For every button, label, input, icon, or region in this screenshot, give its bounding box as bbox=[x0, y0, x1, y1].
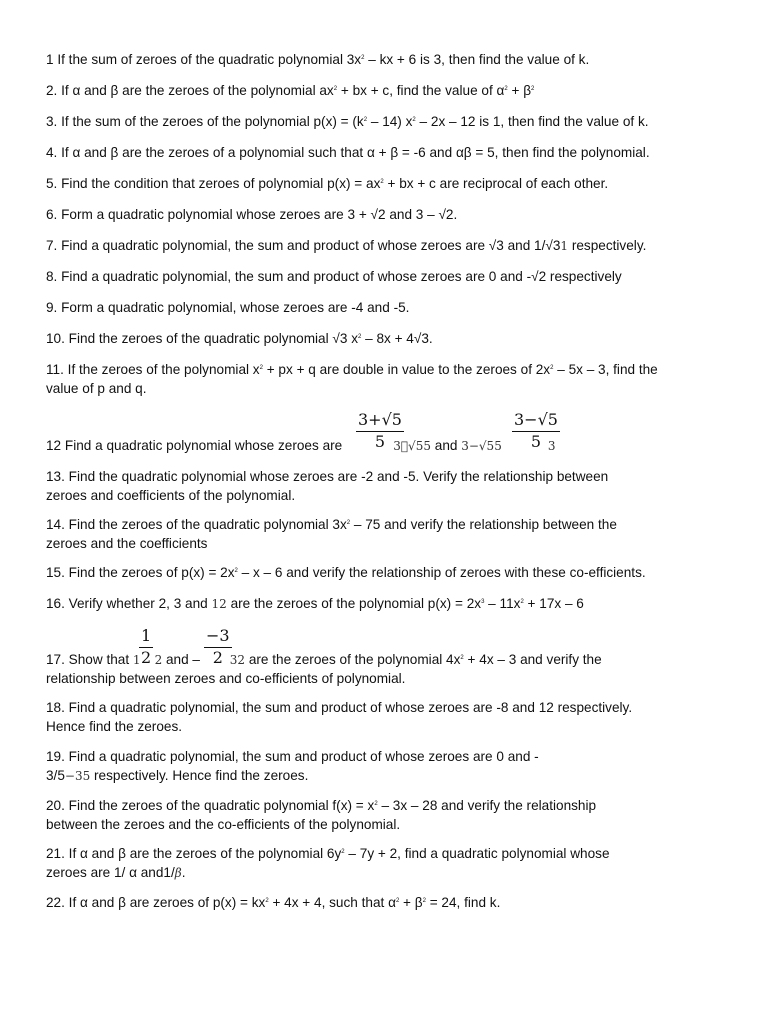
question-13 bbox=[46, 468, 646, 505]
question-text-tail: are the zeroes of the polynomial $4x^2 + 4x - 3$ and verify the relationship between zeroes and co-efficients of polynomial. bbox=[46, 652, 602, 686]
question-number: 14. bbox=[46, 517, 65, 532]
question-number: 21. bbox=[46, 846, 65, 861]
question-number: 10. bbox=[46, 331, 65, 346]
question-text: If α and β are the zeroes of the polynomial $ax^2$ + bx + c, find the value of $\alpha^2 + \beta^2$ bbox=[57, 83, 535, 98]
question-number: 6. bbox=[46, 207, 58, 222]
question-number: 8. bbox=[46, 269, 58, 284]
fraction-numerator: 1 bbox=[139, 626, 153, 648]
question-5 bbox=[46, 175, 686, 194]
question-16 bbox=[46, 595, 686, 614]
question-11 bbox=[46, 361, 676, 398]
question-number: 9. bbox=[46, 300, 58, 315]
question-text: If α and β are the zeroes of a polynomial such that α + β = -6 and αβ = 5, then find the polynomial. bbox=[57, 145, 650, 160]
question-text-tail: . bbox=[181, 864, 186, 880]
question-10 bbox=[46, 330, 686, 349]
question-text: Find a quadratic polynomial, the sum and product of whose zeroes are 0 and -√2 respectively bbox=[57, 269, 622, 284]
question-number: 3. bbox=[46, 114, 58, 129]
fraction-numerator: −3 bbox=[204, 626, 232, 648]
question-text: Find a quadratic polynomial, the sum and product of whose zeroes are -8 and 12 respectively. Hence find the zeroes. bbox=[46, 700, 633, 734]
question-text: If α and β are the zeroes of the polynomial $6y^2 - 7y + 2$, find a quadratic polynomial whose zeroes are 1/ α and1/ bbox=[46, 846, 610, 880]
question-text: Form a quadratic polynomial, whose zeroes are -4 and -5. bbox=[57, 300, 410, 315]
question-18 bbox=[46, 699, 666, 736]
question-20 bbox=[46, 797, 646, 834]
inline-math: 1 bbox=[560, 239, 569, 253]
inline-math: 3−√55 bbox=[461, 439, 502, 453]
question-text: If the zeroes of the polynomial $x^2$ + px + q are double in value to the zeroes of $2x^2 - 5x - 3$, find the value of p and q. bbox=[46, 362, 658, 396]
question-text: Find the zeroes of the quadratic polynomial √3 $x^2 - 8x + 4√3$. bbox=[64, 331, 433, 346]
question-text-tail: respectively. Hence find the zeroes. bbox=[90, 767, 309, 783]
fraction-denominator: 5 bbox=[530, 432, 542, 451]
fraction-denominator: 2 bbox=[141, 648, 152, 667]
fraction-numerator: 3+√5 bbox=[356, 410, 404, 432]
inline-math: β bbox=[174, 865, 182, 880]
question-number: 20. bbox=[46, 798, 65, 813]
connector-text: and bbox=[430, 438, 462, 453]
inline-math: 3⃞√55 bbox=[393, 439, 431, 453]
question-text: Form a quadratic polynomial whose zeroes are 3 + √2 and 3 – √2. bbox=[57, 207, 458, 222]
question-number: 1 bbox=[46, 52, 54, 67]
question-number: 15. bbox=[46, 565, 65, 580]
question-7 bbox=[46, 237, 726, 256]
question-text-tail: respectively. bbox=[568, 238, 647, 253]
question-number: 11. bbox=[46, 362, 64, 377]
question-text: If the sum of the zeroes of the polynomial $p(x) = (k^2 - 14)$ $x^2 - 2x - 12$ is 1, then find the value of k. bbox=[57, 114, 649, 129]
question-22 bbox=[46, 894, 686, 913]
question-8 bbox=[46, 268, 686, 287]
question-text: If the sum of zeroes of the quadratic polynomial $3x^2$ – kx + 6 is 3, then find the value of k. bbox=[53, 52, 590, 67]
question-21 bbox=[46, 845, 646, 882]
inline-math: 32 bbox=[229, 653, 246, 667]
fraction-denominator: 2 bbox=[212, 648, 223, 667]
question-number: 7. bbox=[46, 238, 58, 253]
question-4 bbox=[46, 144, 726, 163]
inline-math: 2 bbox=[154, 653, 163, 667]
inline-math: 3 bbox=[547, 439, 556, 453]
inline-math: 12 bbox=[211, 597, 227, 611]
question-text: Find the zeroes of the quadratic polynomial $f(x) = x^2 - 3x - 28$ and verify the relationship between the zeroes and the co-efficients of the polynomial. bbox=[46, 798, 597, 832]
question-text: Show that bbox=[64, 652, 133, 667]
question-text: Find the condition that zeroes of polynomial $p(x) = ax^2$ + bx + c are reciprocal of each other. bbox=[57, 176, 609, 191]
question-number: 13. bbox=[46, 469, 65, 484]
question-3 bbox=[46, 113, 726, 132]
inline-math: −35 bbox=[64, 768, 91, 783]
question-text: Find a quadratic polynomial, the sum and product of whose zeroes are √3 and 1/√3 bbox=[57, 238, 561, 253]
fraction-numerator: 3−√5 bbox=[512, 410, 560, 432]
fraction-denominator: 5 bbox=[374, 432, 386, 451]
question-9 bbox=[46, 299, 686, 318]
question-text: Verify whether 2, 3 and bbox=[64, 596, 212, 611]
question-number: 18. bbox=[46, 700, 65, 715]
question-number: 22. bbox=[46, 895, 65, 910]
connector-text: and – bbox=[162, 652, 204, 667]
question-number: 17. bbox=[46, 652, 65, 667]
question-text-tail: are the zeroes of the polynomial $p(x) = 2x^3 - 11x^2 + 17x - 6$ bbox=[226, 596, 584, 611]
question-number: 19. bbox=[46, 749, 65, 764]
question-17 bbox=[46, 651, 646, 688]
question-text: Find a quadratic polynomial, the sum and product of whose zeroes are 0 and - bbox=[64, 749, 539, 764]
question-number: 16. bbox=[46, 596, 65, 611]
question-2 bbox=[46, 82, 686, 101]
question-number: 12 bbox=[46, 438, 62, 453]
question-15 bbox=[46, 564, 726, 583]
question-text-fraction: 3/5 bbox=[46, 767, 65, 783]
inline-math: 1 bbox=[132, 653, 141, 667]
question-number: 2. bbox=[46, 83, 58, 98]
question-number: 5. bbox=[46, 176, 58, 191]
question-text: Find the zeroes of the quadratic polynomial $3x^2 - 75$ and verify the relationship between the zeroes and the coefficients bbox=[46, 517, 617, 551]
question-1 bbox=[46, 51, 686, 70]
question-text: Find the quadratic polynomial whose zeroes are -2 and -5. Verify the relationship between zeroes and coefficients of the polynomial. bbox=[46, 469, 609, 503]
question-text: Find a quadratic polynomial whose zeroes are bbox=[61, 438, 343, 453]
question-12 bbox=[46, 437, 606, 456]
question-14 bbox=[46, 516, 656, 553]
question-6 bbox=[46, 206, 686, 225]
question-text: If α and β are zeroes of $p(x) = kx^2 + 4x + 4$, such that $\alpha^2 + \beta^2 = 24$, find k. bbox=[64, 895, 501, 910]
question-number: 4. bbox=[46, 145, 58, 160]
question-19 bbox=[46, 748, 586, 785]
question-text: Find the zeroes of $p(x) = 2x^2 - x - 6$ and verify the relationship of zeroes with these co-efficients. bbox=[64, 565, 646, 580]
